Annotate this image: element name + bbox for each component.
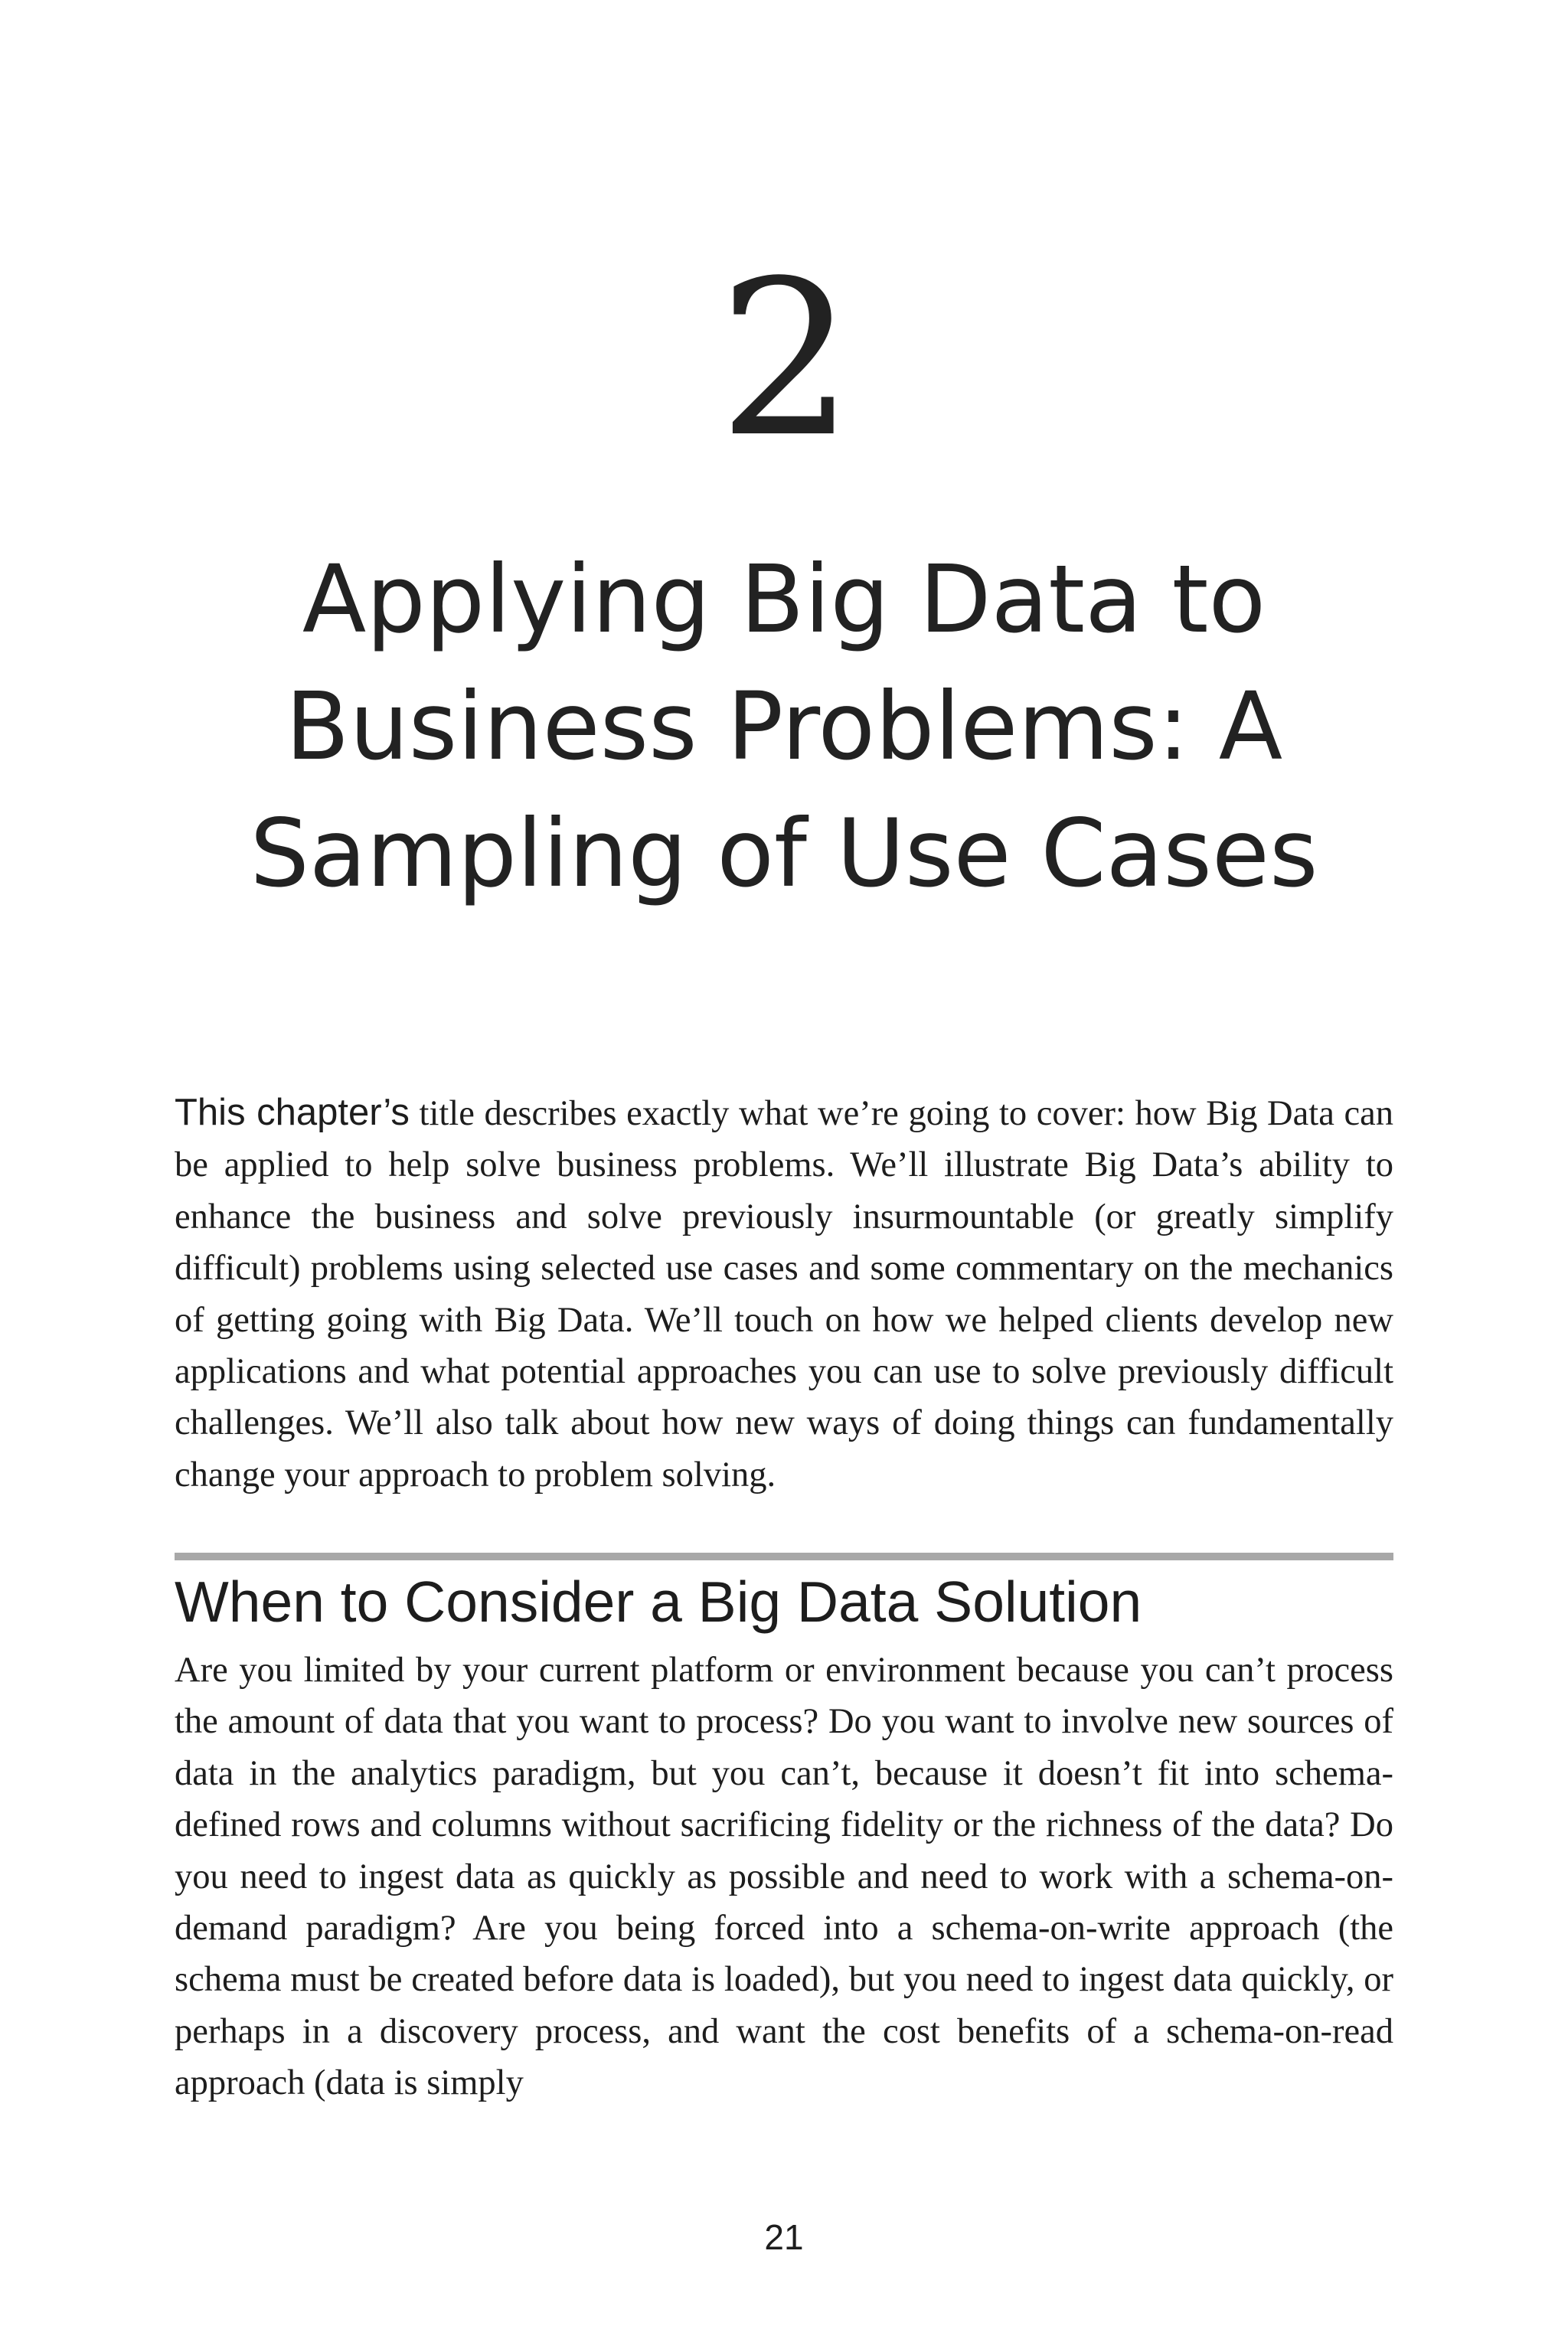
page-number: 21 <box>764 2217 804 2257</box>
intro-text: title describes exactly what we’re going to cover: how Big Data can be applied to help solve business problems. We’ll illustrate Big Data’s ability to enhance the business and solve previously insurmountable (or greatly simplify difficult) problems using selected use cases and some commentary on the mechanics of getting going with Big Data. We’ll touch on how we helped clients develop new applications and what potential approaches you can use to solve previously difficult challenges. We’ll also talk about how new ways of doing things can fundamentally change your approach to problem solving. <box>175 1094 1393 1494</box>
chapter-title-line: Business Problems: A <box>285 672 1283 781</box>
section-paragraph: Are you limited by your current platform or environment because you can’t process the amount of data that you want to process? Do you want to involve new sources of data in the analytics paradigm, but you can’t, because it doesn’t fit into schema-defined rows and columns without sacrificing fidelity or the richness of the data? Do you need to ingest data as quickly as possible and need to work with a schema-on-demand paradigm? Are you being forced into a schema-on-write approach (the schema must be created before data is loaded), but you need to ingest data quickly, or perhaps in a discovery process, and want the cost benefits of a schema-on-read approach (data is simply <box>175 1651 1393 2103</box>
intro-lead-in: This chapter’s <box>175 1092 410 1133</box>
chapter-title-line: Applying Big Data to <box>302 545 1266 654</box>
section-divider <box>175 1553 1393 1560</box>
chapter-title <box>230 536 1338 917</box>
section-heading: When to Consider a Big Data Solution <box>175 1570 1142 1634</box>
chapter-title-line: Sampling of Use Cases <box>250 799 1318 908</box>
intro-paragraph <box>175 1087 1393 1501</box>
chapter-number: 2 <box>717 235 851 485</box>
